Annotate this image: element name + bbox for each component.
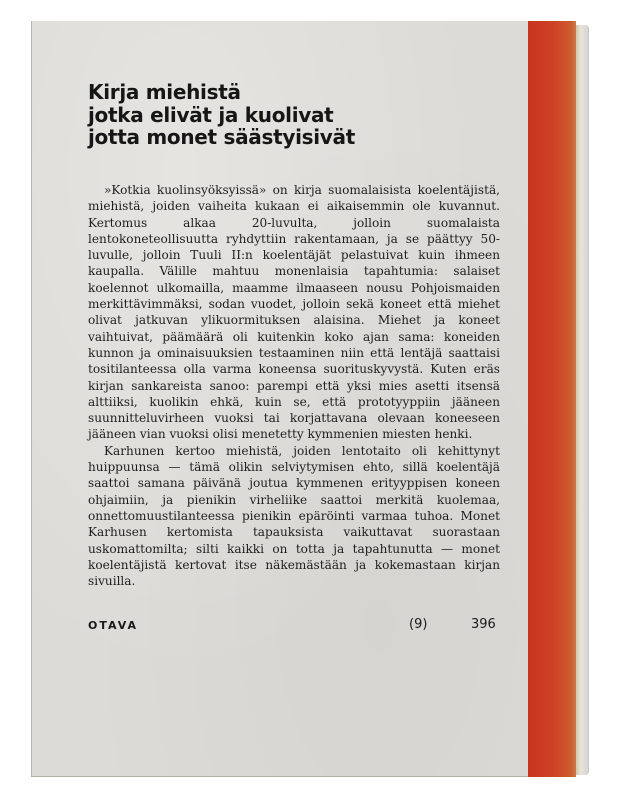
blurb — [88, 182, 500, 589]
headline-line-2: jotka elivät ja kuolivat — [88, 102, 334, 127]
headline — [88, 81, 355, 149]
cover-footer — [88, 619, 508, 639]
catalog-number: 396 — [471, 617, 496, 632]
series-number: (9) — [409, 617, 428, 632]
back-cover — [31, 21, 528, 777]
blurb-paragraph-1: »Kotkia kuolinsyöksyissä» on kirja suomalaisista koelentäjistä, miehistä, joiden vaiheita kukaan ei aikaisemmin ole kuvannut. Kertomus alkaa 20-luvulta, jolloin suomalaista lentokoneteollisuutta ryhdyttiin rakentamaan, ja se päättyy 50-luvulle, jolloin Tuuli II:n koelentäjät pelastuivat kuin ihmeen kaupalla. Välille mahtuu monenlaisia tapahtumia: salaiset koelennot ulkomailla, maamme ilmaaseen nousu Pohjoismaiden merkittävimmäksi, sodan vuodet, jolloin sekä koneet että miehet olivat jatkuvan ylikuormituksen alaisina. Miehet ja koneet vaihtuivat, päämäärä oli kuitenkin koko ajan sama: koneiden kunnon ja ominaisuuksien testaaminen niin että lentäjä saattaisi tositilanteessa olla varma koneensa suorituskyvystä. Kuten eräs kirjan sankareista sanoo: parempi että yksi mies asetti itsensä alttiiksi, kuolikin ehkä, kuin se, että prototyyppiin jääneen suunnitteluvirheen vuoksi tai korjattavana olevaan koneeseen jääneen vian vuoksi olisi menetetty kymmenien miesten henki. — [88, 183, 500, 442]
red-spine — [528, 21, 576, 777]
blurb-paragraph-2: Karhunen kertoo miehistä, joiden lentotaito oli kehittynyt huippuunsa — tämä olikin selviytymisen ehto, sillä koelentäjä saattoi samana päivänä joutua kymmenen erityyppisen koneen ohjaimiin, ja pienikin virheliike saattoi merkitä kuolemaa, onnettomuustilanteessa pienikin epäröinti varmaa tuhoa. Monet Karhusen kertomista tapauksista vaikuttavat suorastaan uskomattomilta; silti kaikki on totta ja tapahtunutta — monet koelentäjistä kertovat itse näkemästään ja kokemastaan kirjan sivuilla. — [88, 443, 500, 589]
headline-line-3: jotta monet säästyisivät — [88, 125, 355, 149]
page-edge — [576, 25, 589, 775]
publisher-name: OTAVA — [88, 619, 139, 632]
headline-line-1: Kirja miehistä — [88, 80, 241, 104]
book — [31, 21, 588, 777]
